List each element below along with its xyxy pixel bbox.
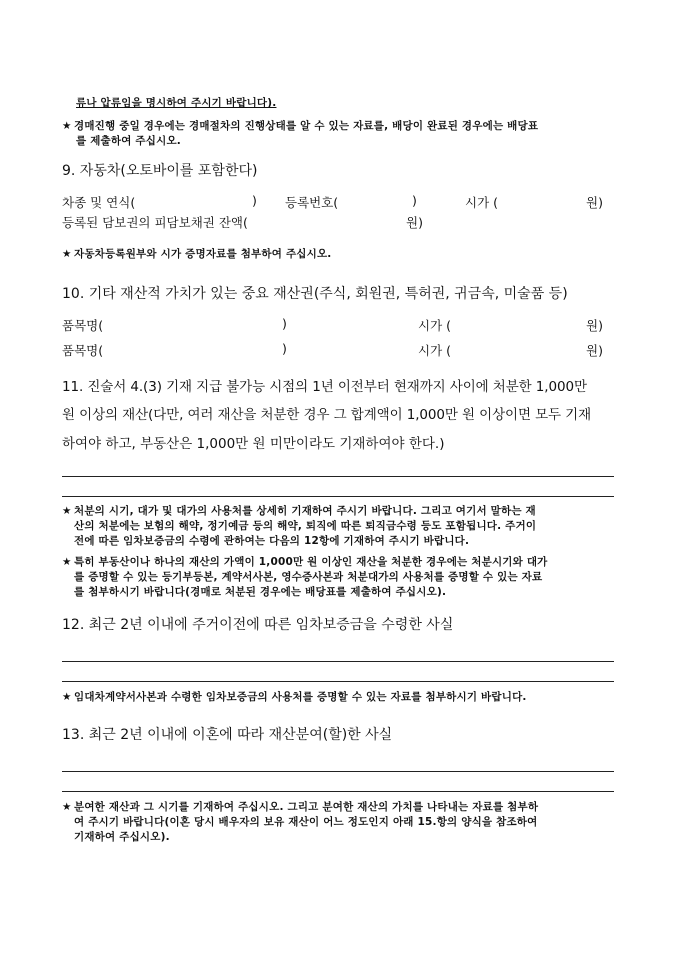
section-9-title: 9. 자동차(오토바이를 포함한다) <box>62 163 258 179</box>
disposal-note-2-line-3: 를 첨부하시기 바랍니다(경매로 처분된 경우에는 배당표를 제출하여 주십시오). <box>74 586 447 598</box>
auction-note-line-2: 를 제출하여 주십시오. <box>76 135 181 147</box>
item-market-unit-2: 원) <box>586 343 603 358</box>
star-icon: ★ <box>62 801 72 813</box>
answer-line <box>62 476 614 477</box>
auction-note-line-1: 경매진행 중일 경우에는 경매절차의 진행상태를 알 수 있는 자료를, 배당이 완료된 경우에는 배당표 <box>74 120 539 132</box>
answer-line <box>62 661 614 662</box>
section-11-line-2: 원 이상의 재산(다만, 여러 재산을 처분한 경우 그 합계액이 1,000만 원 이상이면 모두 기재 <box>62 407 592 423</box>
item-name-label-2: 품목명( <box>62 343 104 358</box>
star-icon: ★ <box>62 691 72 703</box>
answer-line <box>62 496 614 497</box>
vehicle-type-year-label: 차종 및 연식( <box>62 195 136 210</box>
section-11-line-1: 11. 진술서 4.(3) 기재 지급 불가능 시점의 1년 이전부터 현재까지 사이에 처분한 1,000만 <box>62 379 587 395</box>
answer-line <box>62 791 614 792</box>
item-market-unit-1: 원) <box>586 318 603 333</box>
star-icon: ★ <box>62 248 72 260</box>
vehicle-type-year-close: ) <box>252 193 257 208</box>
deposit-note <box>62 689 527 704</box>
disposal-note-2 <box>62 554 548 569</box>
deposit-note-text: 임대차계약서사본과 수령한 임차보증금의 사용처를 증명할 수 있는 자료를 첨부하시기 바랍니다. <box>74 691 527 703</box>
star-icon: ★ <box>62 505 72 517</box>
item-name-close-1: ) <box>282 316 287 331</box>
answer-line <box>62 771 614 772</box>
star-icon: ★ <box>62 556 72 568</box>
section-12-title: 12. 최근 2년 이내에 주거이전에 따른 임차보증금을 수령한 사실 <box>62 617 454 633</box>
divorce-note-line-1: 분여한 재산과 그 시기를 기재하여 주십시오. 그리고 분여한 재산의 가치를 나타내는 자료를 첨부하 <box>74 801 539 813</box>
disposal-note-1 <box>62 503 536 518</box>
divorce-note-line-3: 기재하여 주십시오). <box>74 831 170 843</box>
vehicle-note <box>62 246 332 261</box>
vehicle-market-value-label: 시가 ( <box>465 195 499 210</box>
section-10-title: 10. 기타 재산적 가치가 있는 중요 재산권(주식, 회원권, 특허권, 귀금속, 미술품 등) <box>62 286 568 302</box>
star-icon: ★ <box>62 120 72 132</box>
divorce-note-line-2: 여 주시기 바랍니다(이혼 당시 배우자의 보유 재산이 어느 정도인지 아래 15.항의 양식을 참조하여 <box>74 816 538 828</box>
auction-note <box>62 118 538 133</box>
item-name-label-1: 품목명( <box>62 318 104 333</box>
disposal-note-2-line-2: 를 증명할 수 있는 등기부등본, 계약서사본, 영수증사본과 처분대가의 사용처를 증명할 수 있는 자료 <box>74 571 543 583</box>
secured-claim-unit: 원) <box>406 215 423 230</box>
divorce-note <box>62 799 538 814</box>
vehicle-note-text: 자동차등록원부와 시가 증명자료를 첨부하여 주십시오. <box>74 248 332 260</box>
vehicle-reg-no-label: 등록번호( <box>285 195 339 210</box>
item-market-label-1: 시가 ( <box>418 318 452 333</box>
answer-line <box>62 681 614 682</box>
vehicle-market-value-unit: 원) <box>586 195 603 210</box>
disposal-note-1-line-3: 전에 따른 임차보증금의 수령에 관하여는 다음의 12항에 기재하여 주시기 바랍니다. <box>74 535 470 547</box>
vehicle-reg-no-close: ) <box>412 193 417 208</box>
secured-claim-label: 등록된 담보권의 피담보채권 잔액( <box>62 215 248 230</box>
section-11-line-3: 하여야 하고, 부동산은 1,000만 원 미만이라도 기재하여야 한다.) <box>62 436 445 452</box>
item-market-label-2: 시가 ( <box>418 343 452 358</box>
section-13-title: 13. 최근 2년 이내에 이혼에 따라 재산분여(할)한 사실 <box>62 727 393 743</box>
disposal-note-1-line-2: 산의 처분에는 보험의 해약, 정기예금 등의 해약, 퇴직에 따른 퇴직금수령 등도 포함됩니다. 주거이 <box>74 520 537 532</box>
disposal-note-2-line-1: 특히 부동산이나 하나의 재산의 가액이 1,000만 원 이상인 재산을 처분한 경우에는 처분시기와 대가 <box>74 556 548 568</box>
disposal-note-1-line-1: 처분의 시기, 대가 및 대가의 사용처를 상세히 기재하여 주시기 바랍니다. 그리고 여기서 말하는 재 <box>74 505 536 517</box>
continuation-text: 류나 압류임을 명시하여 주시기 바랍니다). <box>76 97 277 109</box>
item-name-close-2: ) <box>282 341 287 356</box>
